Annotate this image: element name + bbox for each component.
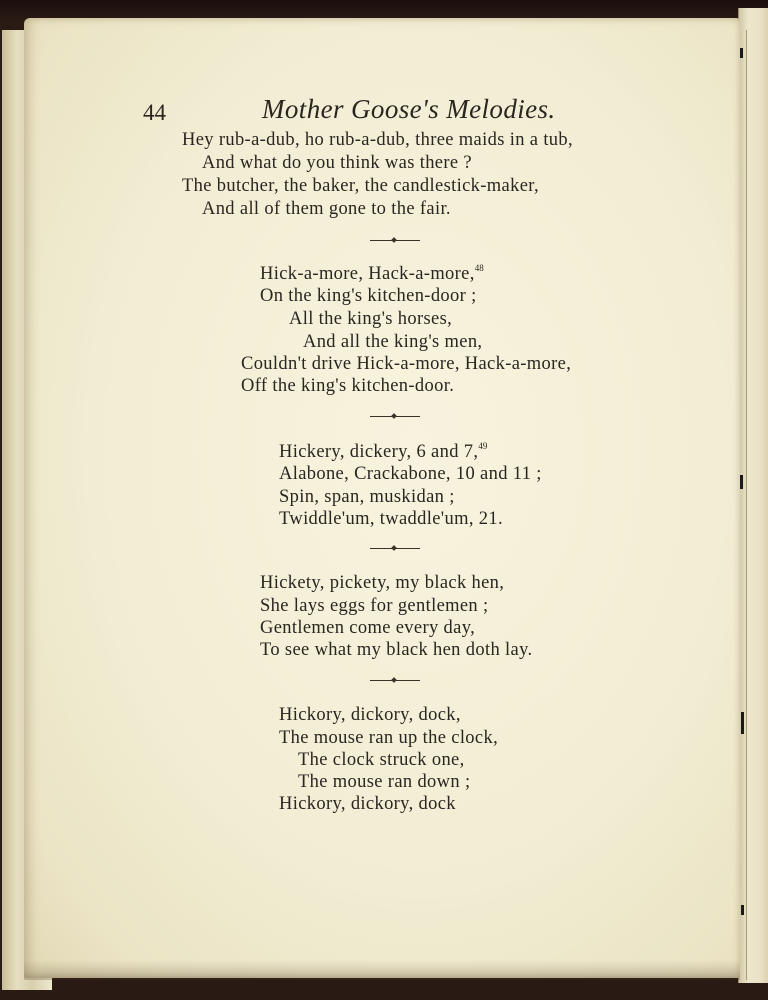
binding-mark <box>740 48 743 58</box>
poem-line: She lays eggs for gentlemen ; <box>260 596 489 616</box>
poem-line <box>279 441 487 463</box>
poem-line: Alabone, Crackabone, 10 and 11 ; <box>279 464 542 484</box>
section-divider <box>370 680 420 683</box>
section-divider <box>370 548 420 551</box>
poem-line: To see what my black hen doth lay. <box>260 640 533 660</box>
poem-line: The butcher, the baker, the candlestick-maker, <box>182 176 539 196</box>
poem-line: Hickety, pickety, my black hen, <box>260 573 505 593</box>
poem-line: The mouse ran down ; <box>298 772 471 792</box>
poem-line: Off the king's kitchen-door. <box>241 376 455 396</box>
poem-line-text: Hickery, dickery, 6 and 7, <box>279 442 479 462</box>
right-page-crease <box>746 30 747 980</box>
footnote-marker: 48 <box>474 263 484 273</box>
poem-line: Gentlemen come every day, <box>260 618 476 638</box>
right-page-edge <box>738 8 768 983</box>
poem-line: And what do you think was there ? <box>202 153 472 173</box>
binding-mark <box>740 475 743 489</box>
poem-line: Twiddle'um, twaddle'um, 21. <box>279 509 503 529</box>
binding-mark <box>741 712 744 734</box>
poem-line: And all of them gone to the fair. <box>202 199 451 219</box>
poem-line: Hey rub-a-dub, ho rub-a-dub, three maids in a tub, <box>182 130 573 150</box>
poem-line: Couldn't drive Hick-a-more, Hack-a-more, <box>241 354 572 374</box>
poem-line <box>260 263 484 285</box>
footnote-marker: 49 <box>478 441 488 451</box>
running-title: Mother Goose's Melodies. <box>262 94 556 124</box>
poem-line: The clock struck one, <box>298 750 465 770</box>
page-shadow <box>24 960 740 980</box>
poem-line: Spin, span, muskidan ; <box>279 487 455 507</box>
poem-line: All the king's horses, <box>289 309 453 329</box>
poem-line: On the king's kitchen-door ; <box>260 286 477 306</box>
poem-line: Hickory, dickory, dock <box>279 794 456 814</box>
page-number: 44 <box>143 100 166 125</box>
section-divider <box>370 240 420 243</box>
poem-line: The mouse ran up the clock, <box>279 728 499 748</box>
poem-line-text: Hick-a-more, Hack-a-more, <box>260 264 475 284</box>
binding-mark <box>741 905 744 915</box>
section-divider <box>370 416 420 419</box>
poem-line: Hickory, dickory, dock, <box>279 705 461 725</box>
poem-line: And all the king's men, <box>303 332 483 352</box>
